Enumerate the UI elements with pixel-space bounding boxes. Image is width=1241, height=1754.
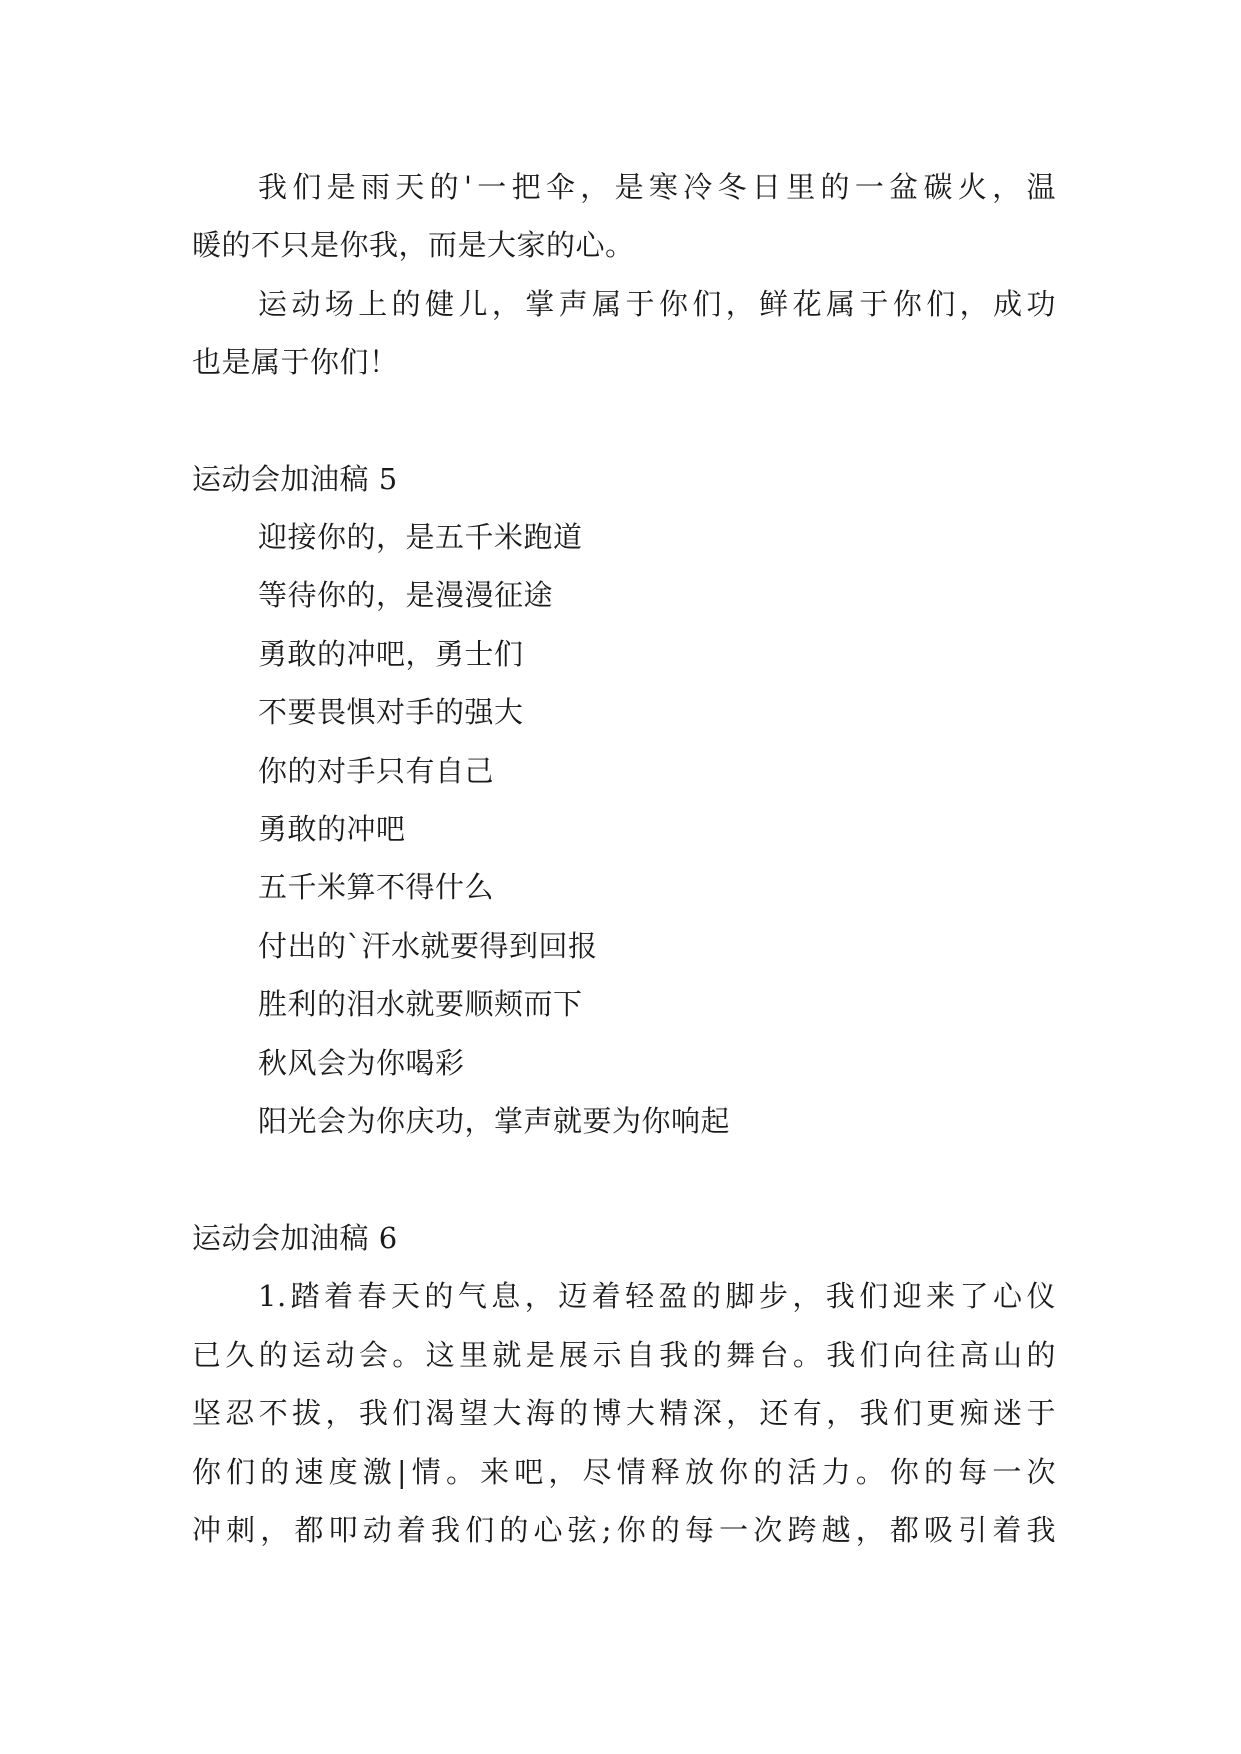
paragraph-line: 运动场上的健儿，掌声属于你们，鲜花属于你们，成功 — [258, 287, 1056, 321]
paragraph-line: 1.踏着春天的气息，迈着轻盈的脚步，我们迎来了心仪 — [258, 1279, 1056, 1313]
paragraph-line: 你们的速度激|情。来吧，尽情释放你的活力。你的每一次 — [192, 1455, 1056, 1489]
poem-line: 等待你的，是漫漫征途 — [258, 578, 554, 612]
paragraph-line: 坚忍不拔，我们渴望大海的博大精深，还有，我们更痴迷于 — [192, 1396, 1056, 1430]
poem-line: 五千米算不得什么 — [258, 870, 495, 904]
poem-line: 胜利的泪水就要顺颊而下 — [258, 987, 583, 1021]
paragraph-line: 冲刺，都叩动着我们的心弦;你的每一次跨越，都吸引着我 — [192, 1513, 1056, 1547]
paragraph-line: 我们是雨天的'一把伞，是寒冷冬日里的一盆碳火，温 — [258, 170, 1056, 204]
poem-line: 迎接你的，是五千米跑道 — [258, 520, 583, 554]
section-heading: 运动会加油稿 5 — [192, 462, 398, 496]
section-heading: 运动会加油稿 6 — [192, 1221, 398, 1255]
paragraph-line: 也是属于你们！ — [192, 345, 399, 379]
poem-line: 阳光会为你庆功，掌声就要为你响起 — [258, 1104, 731, 1138]
poem-line: 秋风会为你喝彩 — [258, 1046, 465, 1080]
poem-line: 付出的`汗水就要得到回报 — [258, 929, 598, 963]
poem-line: 勇敢的冲吧 — [258, 812, 406, 846]
paragraph-line: 已久的运动会。这里就是展示自我的舞台。我们向往高山的 — [192, 1338, 1056, 1372]
poem-line: 你的对手只有自己 — [258, 754, 495, 788]
paragraph-line: 暖的不只是你我，而是大家的心。 — [192, 228, 635, 262]
poem-line: 不要畏惧对手的强大 — [258, 695, 524, 729]
poem-line: 勇敢的冲吧，勇士们 — [258, 637, 524, 671]
